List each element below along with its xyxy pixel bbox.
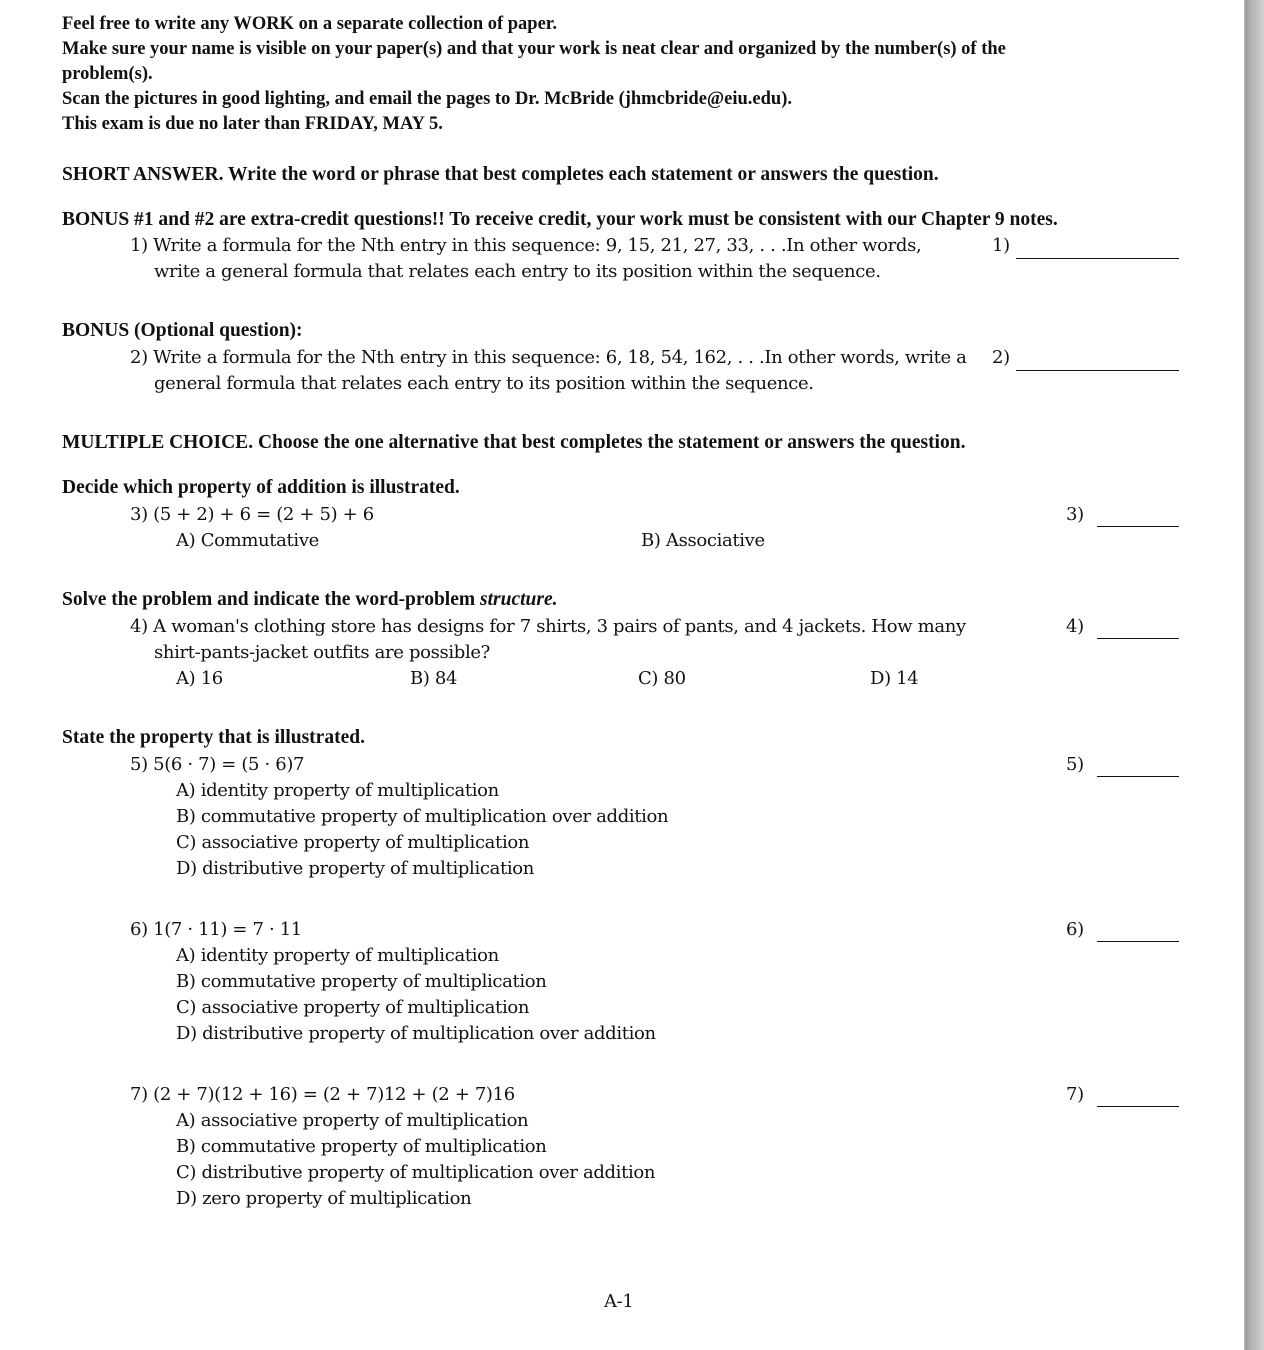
question-6-option-c[interactable]: C) associative property of multiplication	[176, 997, 530, 1018]
instruction-line-1: Feel free to write any WORK on a separate collection of paper.	[62, 14, 557, 34]
page-number: A-1	[604, 1291, 634, 1312]
answer-label-2: 2)	[992, 347, 1010, 368]
question-1-line-2: write a general formula that relates each entry to its position within the sequence.	[154, 261, 881, 282]
answer-blank-4[interactable]	[1097, 620, 1179, 639]
question-4-option-c[interactable]: C) 80	[638, 668, 686, 689]
question-5-stem: 5) 5(6 · 7) = (5 · 6)7	[130, 754, 305, 775]
question-5-option-a[interactable]: A) identity property of multiplication	[176, 780, 499, 801]
answer-blank-6[interactable]	[1097, 923, 1179, 942]
window-scrollbar[interactable]	[1244, 0, 1264, 1350]
question-6-option-a[interactable]: A) identity property of multiplication	[176, 945, 499, 966]
question-6-option-b[interactable]: B) commutative property of multiplication	[176, 971, 547, 992]
question-6-stem: 6) 1(7 · 11) = 7 · 11	[130, 919, 302, 940]
instruction-line-2: Make sure your name is visible on your paper(s) and that your work is neat clear and organized by the number(s) of the	[62, 39, 1006, 59]
section-word-problem-header	[62, 587, 557, 613]
section-property-illustrated-header: State the property that is illustrated.	[62, 727, 365, 748]
question-4-option-a[interactable]: A) 16	[176, 668, 223, 689]
question-7-option-c[interactable]: C) distributive property of multiplication over addition	[176, 1162, 656, 1183]
question-1-line-1: 1) Write a formula for the Nth entry in this sequence: 9, 15, 21, 27, 33, . . .In other words,	[130, 235, 922, 256]
bonus-2-header: BONUS (Optional question):	[62, 320, 303, 341]
question-3-stem: 3) (5 + 2) + 6 = (2 + 5) + 6	[130, 504, 374, 525]
answer-blank-1[interactable]	[1016, 240, 1179, 259]
answer-blank-7[interactable]	[1097, 1088, 1179, 1107]
question-4-option-b[interactable]: B) 84	[410, 668, 458, 689]
question-2-line-1: 2) Write a formula for the Nth entry in this sequence: 6, 18, 54, 162, . . .In other words, write a	[130, 347, 967, 368]
question-4-line-1: 4) A woman's clothing store has designs for 7 shirts, 3 pairs of pants, and 4 jackets. How many	[130, 616, 966, 637]
answer-label-5: 5)	[1066, 754, 1084, 775]
answer-label-7: 7)	[1066, 1084, 1084, 1105]
question-3-option-b[interactable]: B) Associative	[641, 530, 765, 551]
instruction-line-3: problem(s).	[62, 64, 153, 84]
section-word-problem-header-text: Solve the problem and indicate the word-problem	[62, 589, 480, 610]
question-7-stem: 7) (2 + 7)(12 + 16) = (2 + 7)12 + (2 + 7)16	[130, 1084, 515, 1105]
section-addition-property-header: Decide which property of addition is illustrated.	[62, 477, 460, 498]
question-6-option-d[interactable]: D) distributive property of multiplication over addition	[176, 1023, 656, 1044]
question-5-option-d[interactable]: D) distributive property of multiplication	[176, 858, 535, 879]
question-7-option-d[interactable]: D) zero property of multiplication	[176, 1188, 472, 1209]
question-7-option-b[interactable]: B) commutative property of multiplication	[176, 1136, 547, 1157]
answer-blank-5[interactable]	[1097, 758, 1179, 777]
question-3-option-a[interactable]: A) Commutative	[176, 530, 319, 551]
question-7-option-a[interactable]: A) associative property of multiplication	[176, 1110, 529, 1131]
answer-label-4: 4)	[1066, 616, 1084, 637]
question-4-option-d[interactable]: D) 14	[870, 668, 919, 689]
instruction-line-5: This exam is due no later than FRIDAY, MAY 5.	[62, 114, 443, 134]
question-5-option-c[interactable]: C) associative property of multiplication	[176, 832, 530, 853]
multiple-choice-header: MULTIPLE CHOICE. Choose the one alternative that best completes the statement or answers the question.	[62, 432, 966, 453]
question-2-line-2: general formula that relates each entry to its position within the sequence.	[154, 373, 814, 394]
instruction-line-4: Scan the pictures in good lighting, and email the pages to Dr. McBride (jhmcbride@eiu.edu).	[62, 89, 792, 109]
answer-blank-2[interactable]	[1016, 352, 1179, 371]
short-answer-header: SHORT ANSWER. Write the word or phrase that best completes each statement or answers the question.	[62, 164, 939, 185]
question-4-line-2: shirt-pants-jacket outfits are possible?	[154, 642, 490, 663]
answer-label-6: 6)	[1066, 919, 1084, 940]
bonus-1-header: BONUS #1 and #2 are extra-credit questions!! To receive credit, your work must be consistent with our Chapter 9 notes.	[62, 209, 1058, 230]
answer-blank-3[interactable]	[1097, 508, 1179, 527]
question-5-option-b[interactable]: B) commutative property of multiplication over addition	[176, 806, 669, 827]
section-word-problem-header-italic: structure.	[480, 589, 558, 610]
answer-label-1: 1)	[992, 235, 1010, 256]
answer-label-3: 3)	[1066, 504, 1084, 525]
